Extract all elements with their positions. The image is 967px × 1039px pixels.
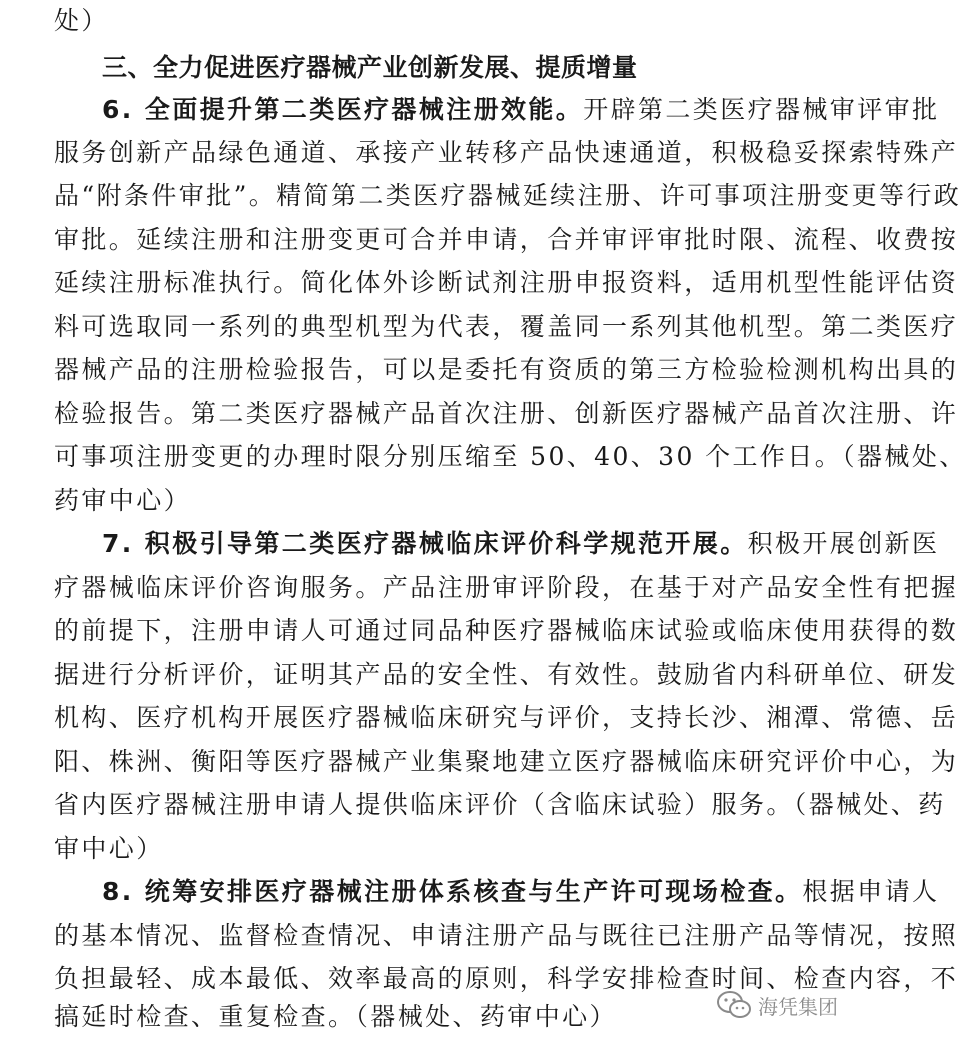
paragraph-line: 负担最轻、成本最低、效率最高的原则，科学安排检查时间、检查内容，不 [54, 964, 959, 993]
paragraph-line: 服务创新产品绿色通道、承接产业转移产品快速通道，积极稳妥探索特殊产 [54, 138, 959, 167]
clause-8-text: 根据申请人 [802, 877, 940, 906]
clause-7-title: 7. 积极引导第二类医疗器械临床评价科学规范开展。 [102, 529, 748, 558]
paragraph-line [102, 527, 940, 561]
paragraph-line: 机构、医疗机构开展医疗器械临床研究与评价，支持长沙、湘潭、常德、岳 [54, 703, 959, 732]
text-line: 处） [54, 6, 109, 35]
paragraph-line: 料可选取同一系列的典型机型为代表，覆盖同一系列其他机型。第二类医疗 [54, 312, 959, 341]
paragraph-line: 据进行分析评价，证明其产品的安全性、有效性。鼓励省内科研单位、研发 [54, 660, 959, 689]
paragraph-line: 的基本情况、监督检查情况、申请注册产品与既往已注册产品等情况，按照 [54, 921, 959, 950]
clause-7-text: 积极开展创新医 [747, 529, 940, 558]
wechat-icon [716, 990, 752, 1020]
clause-8-title: 8. 统筹安排医疗器械注册体系核查与生产许可现场检查。 [102, 877, 803, 906]
paragraph-line: 可事项注册变更的办理时限分别压缩至 50、40、30 个工作日。（器械处、 [54, 442, 967, 471]
paragraph-line: 疗器械临床评价咨询服务。产品注册审评阶段，在基于对产品安全性有把握 [54, 573, 959, 602]
paragraph-line: 审中心） [54, 834, 164, 863]
paragraph-line: 器械产品的注册检验报告，可以是委托有资质的第三方检验检测机构出具的 [54, 355, 959, 384]
paragraph-line: 阳、株洲、衡阳等医疗器械产业集聚地建立医疗器械临床研究评价中心，为 [54, 747, 959, 776]
paragraph-line: 检验报告。第二类医疗器械产品首次注册、创新医疗器械产品首次注册、许 [54, 399, 959, 428]
clause-6-title: 6. 全面提升第二类医疗器械注册效能。 [102, 95, 584, 124]
paragraph-line: 药审中心） [54, 486, 192, 515]
watermark [716, 990, 838, 1020]
paragraph-line: 省内医疗器械注册申请人提供临床评价（含临床试验）服务。（器械处、药 [54, 790, 946, 819]
paragraph-line [102, 93, 940, 127]
paragraph-line: 搞延时检查、重复检查。（器械处、药审中心） [54, 1002, 617, 1031]
paragraph-line: 延续注册标准执行。简化体外诊断试剂注册申报资料，适用机型性能评估资 [54, 268, 959, 297]
paragraph-line [102, 875, 940, 909]
paragraph-line: 的前提下，注册申请人可通过同品种医疗器械临床试验或临床使用获得的数 [54, 616, 959, 645]
paragraph-line: 品“附条件审批”。精简第二类医疗器械延续注册、许可事项注册变更等行政 [54, 181, 962, 210]
clause-6-text: 开辟第二类医疗器械审评审批 [583, 95, 940, 124]
paragraph-line: 审批。延续注册和注册变更可合并申请，合并审评审批时限、流程、收费按 [54, 225, 959, 254]
section-heading: 三、全力促进医疗器械产业创新发展、提质增量 [102, 53, 638, 82]
watermark-text: 海凭集团 [758, 994, 838, 1019]
